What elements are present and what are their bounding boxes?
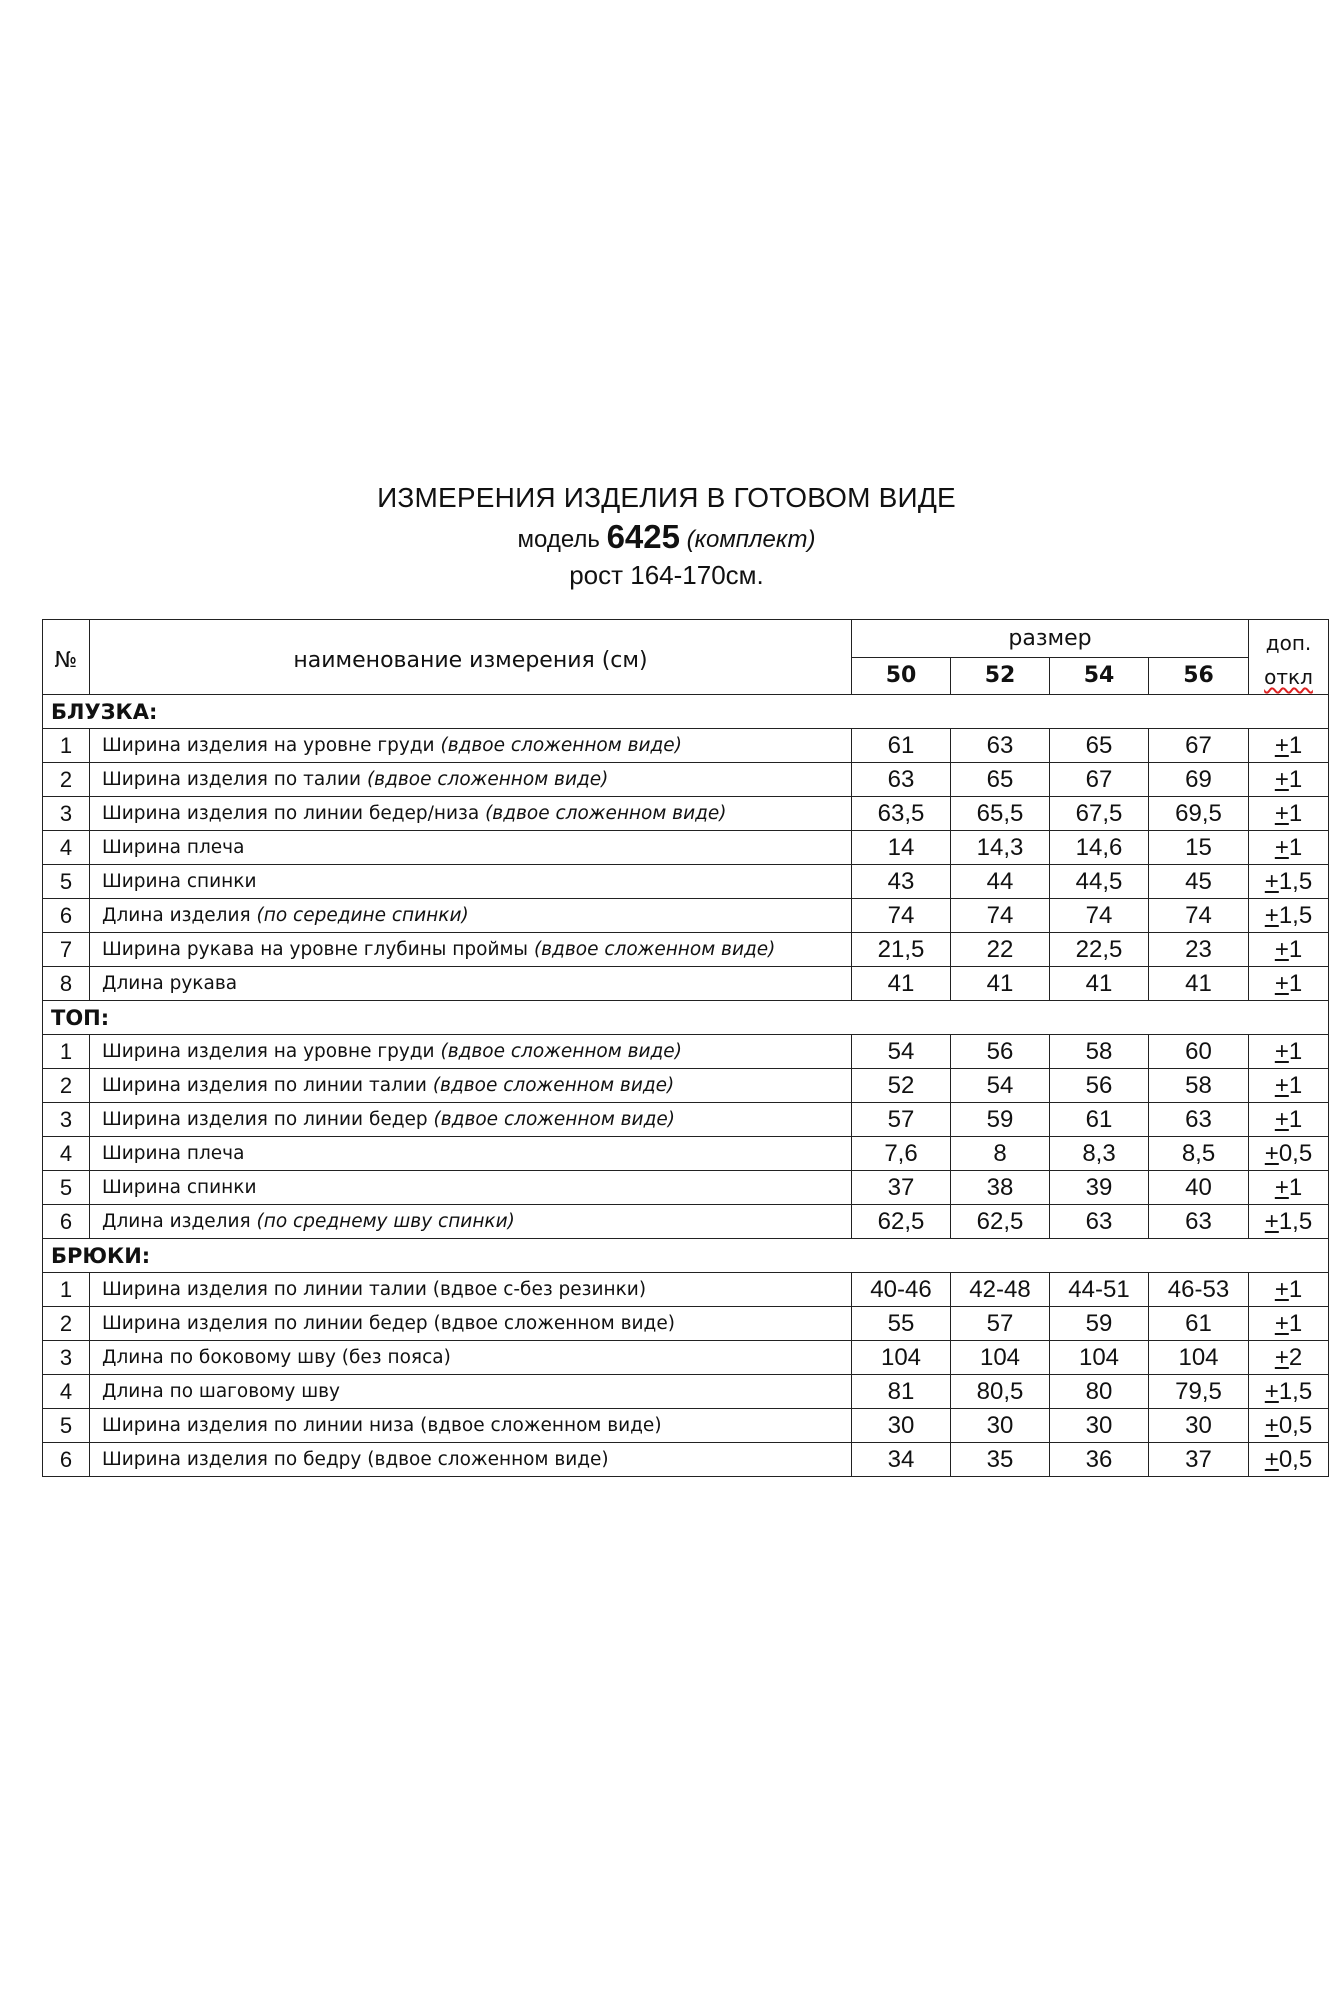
tolerance-number: 1,5 [1278, 1377, 1313, 1405]
col-header-tolerance [1249, 620, 1329, 695]
row-number: 1 [43, 729, 90, 763]
size-value: 41 [1050, 967, 1149, 1001]
tolerance-number: 2 [1288, 1343, 1303, 1371]
size-value: 7,6 [852, 1137, 951, 1171]
measurement-label: Ширина изделия по линии бедер/низа [102, 803, 480, 824]
model-label: модель [517, 526, 600, 553]
size-value: 79,5 [1149, 1375, 1249, 1409]
measurement-name [90, 797, 852, 831]
measurement-label: Ширина изделия по линии бедер [102, 1109, 428, 1130]
row-number: 2 [43, 1069, 90, 1103]
table-row [43, 1341, 1329, 1375]
size-value: 42-48 [951, 1273, 1050, 1307]
measurement-name [90, 1443, 852, 1477]
size-header: 50 [852, 657, 951, 695]
tolerance-number: 1 [1288, 1037, 1303, 1065]
tolerance-number: 0,5 [1278, 1411, 1313, 1439]
measurement-label: Длина рукава [102, 973, 238, 994]
tolerance-number: 1 [1288, 731, 1303, 759]
plus-minus-sign: + [1274, 1309, 1289, 1337]
tolerance-number: 1 [1288, 1173, 1303, 1201]
size-value: 54 [951, 1069, 1050, 1103]
size-value: 63 [1149, 1103, 1249, 1137]
size-value: 69,5 [1149, 797, 1249, 831]
plus-minus-sign: + [1264, 1411, 1279, 1439]
tolerance-value [1249, 899, 1329, 933]
measurement-note: (вдвое сложенном виде) [485, 803, 727, 824]
table-row [43, 1443, 1329, 1477]
size-value: 57 [852, 1103, 951, 1137]
tolerance-number: 1 [1288, 799, 1303, 827]
measurement-note: (вдвое сложенном виде) [533, 939, 776, 960]
measurement-label: Ширина изделия по талии [102, 769, 362, 790]
tolerance-number: 1 [1288, 935, 1303, 963]
table-row [43, 831, 1329, 865]
size-value: 46-53 [1149, 1273, 1249, 1307]
measurement-name [90, 1341, 852, 1375]
row-number: 6 [43, 1443, 90, 1477]
measurement-label: Длина изделия [102, 1211, 251, 1232]
measurement-label: Ширина плеча [102, 837, 245, 858]
measurements-table [42, 619, 1329, 1477]
measurement-name [90, 865, 852, 899]
measurement-name [90, 1035, 852, 1069]
size-value: 37 [1149, 1443, 1249, 1477]
table-row [43, 1375, 1329, 1409]
plus-minus-sign: + [1274, 935, 1289, 963]
col-header-name: наименование измерения (см) [90, 620, 852, 695]
tolerance-value [1249, 1307, 1329, 1341]
row-number: 6 [43, 899, 90, 933]
row-number: 4 [43, 1137, 90, 1171]
measurement-label: Ширина спинки [102, 871, 257, 892]
size-value: 40 [1149, 1171, 1249, 1205]
tolerance-value [1249, 831, 1329, 865]
size-value: 45 [1149, 865, 1249, 899]
col-header-number: № [43, 620, 90, 695]
measurement-note: (по среднему шву спинки) [256, 1211, 515, 1232]
measurement-name [90, 1307, 852, 1341]
size-value: 61 [852, 729, 951, 763]
tolerance-value [1249, 797, 1329, 831]
tolerance-number: 1 [1288, 969, 1303, 997]
plus-minus-sign: + [1274, 799, 1289, 827]
tolerance-value [1249, 967, 1329, 1001]
tolerance-label-2: откл [1264, 665, 1313, 689]
measurement-name [90, 933, 852, 967]
size-value: 61 [1050, 1103, 1149, 1137]
size-value: 65 [951, 763, 1050, 797]
size-value: 104 [1149, 1341, 1249, 1375]
size-value: 41 [852, 967, 951, 1001]
size-value: 8,5 [1149, 1137, 1249, 1171]
size-value: 36 [1050, 1443, 1149, 1477]
table-row [43, 1103, 1329, 1137]
plus-minus-sign: + [1264, 1377, 1279, 1405]
size-value: 30 [951, 1409, 1050, 1443]
measurement-label: Ширина плеча [102, 1143, 245, 1164]
size-header: 56 [1149, 657, 1249, 695]
size-value: 59 [951, 1103, 1050, 1137]
size-value: 40-46 [852, 1273, 951, 1307]
size-value: 61 [1149, 1307, 1249, 1341]
size-value: 54 [852, 1035, 951, 1069]
height-line: рост 164-170см. [569, 560, 764, 590]
row-number: 7 [43, 933, 90, 967]
size-value: 59 [1050, 1307, 1149, 1341]
size-value: 60 [1149, 1035, 1249, 1069]
section-title: БРЮКИ: [43, 1239, 1329, 1273]
row-number: 8 [43, 967, 90, 1001]
tolerance-value [1249, 729, 1329, 763]
measurement-name [90, 1375, 852, 1409]
measurement-name [90, 1069, 852, 1103]
size-value: 43 [852, 865, 951, 899]
size-value: 23 [1149, 933, 1249, 967]
size-value: 44 [951, 865, 1050, 899]
tolerance-value [1249, 1409, 1329, 1443]
size-value: 35 [951, 1443, 1050, 1477]
size-value: 44-51 [1050, 1273, 1149, 1307]
size-value: 37 [852, 1171, 951, 1205]
plus-minus-sign: + [1274, 1037, 1289, 1065]
size-value: 14,6 [1050, 831, 1149, 865]
row-number: 3 [43, 1341, 90, 1375]
section-row [43, 1239, 1329, 1273]
size-value: 74 [951, 899, 1050, 933]
plus-minus-sign: + [1274, 1105, 1289, 1133]
size-value: 8 [951, 1137, 1050, 1171]
size-value: 58 [1149, 1069, 1249, 1103]
size-value: 8,3 [1050, 1137, 1149, 1171]
measurement-label: Ширина спинки [102, 1177, 257, 1198]
measurement-name [90, 1205, 852, 1239]
size-value: 63 [1149, 1205, 1249, 1239]
row-number: 2 [43, 763, 90, 797]
size-value: 80,5 [951, 1375, 1050, 1409]
plus-minus-sign: + [1274, 1071, 1289, 1099]
measurement-label: Ширина рукава на уровне глубины проймы [102, 939, 529, 960]
row-number: 3 [43, 797, 90, 831]
tolerance-value [1249, 1205, 1329, 1239]
measurement-label: Ширина изделия по бедру (вдвое сложенном виде) [102, 1449, 609, 1470]
table-row [43, 1171, 1329, 1205]
measurement-name [90, 1409, 852, 1443]
size-value: 21,5 [852, 933, 951, 967]
size-value: 104 [951, 1341, 1050, 1375]
size-value: 14 [852, 831, 951, 865]
page-title: ИЗМЕРЕНИЯ ИЗДЕЛИЯ В ГОТОВОМ ВИДЕ [377, 482, 956, 513]
size-value: 44,5 [1050, 865, 1149, 899]
measurement-name [90, 1273, 852, 1307]
measurement-label: Ширина изделия по линии талии [102, 1075, 427, 1096]
section-title: БЛУЗКА: [43, 695, 1329, 729]
plus-minus-sign: + [1264, 1139, 1279, 1167]
size-value: 104 [1050, 1341, 1149, 1375]
table-row [43, 1273, 1329, 1307]
tolerance-value [1249, 865, 1329, 899]
row-number: 4 [43, 831, 90, 865]
size-value: 14,3 [951, 831, 1050, 865]
size-value: 65,5 [951, 797, 1050, 831]
table-row [43, 1069, 1329, 1103]
table-row [43, 865, 1329, 899]
measurement-label: Ширина изделия на уровне груди [102, 1041, 435, 1062]
size-value: 55 [852, 1307, 951, 1341]
size-value: 67 [1050, 763, 1149, 797]
measurement-label: Длина по шаговому шву [102, 1381, 340, 1402]
tolerance-label-1: доп. [1265, 631, 1312, 655]
size-value: 104 [852, 1341, 951, 1375]
plus-minus-sign: + [1274, 1173, 1289, 1201]
size-value: 58 [1050, 1035, 1149, 1069]
table-row [43, 797, 1329, 831]
size-value: 22 [951, 933, 1050, 967]
tolerance-value [1249, 1035, 1329, 1069]
measurement-note: (вдвое сложенном виде) [366, 769, 609, 790]
plus-minus-sign: + [1274, 731, 1289, 759]
size-value: 74 [852, 899, 951, 933]
measurement-note: (вдвое сложенном виде) [440, 735, 682, 756]
measurement-note: (вдвое сложенном виде) [433, 1109, 675, 1130]
size-value: 57 [951, 1307, 1050, 1341]
table-row [43, 763, 1329, 797]
tolerance-number: 1 [1288, 1275, 1303, 1303]
table-row [43, 1035, 1329, 1069]
table-row [43, 899, 1329, 933]
size-value: 56 [951, 1035, 1050, 1069]
tolerance-value [1249, 1443, 1329, 1477]
measurement-label: Ширина изделия по линии бедер (вдвое сложенном виде) [102, 1313, 675, 1334]
tolerance-value [1249, 1375, 1329, 1409]
size-value: 62,5 [951, 1205, 1050, 1239]
table-row [43, 933, 1329, 967]
tolerance-value [1249, 1171, 1329, 1205]
size-value: 30 [852, 1409, 951, 1443]
row-number: 4 [43, 1375, 90, 1409]
row-number: 1 [43, 1273, 90, 1307]
measurement-label: Ширина изделия по линии низа (вдвое сложенном виде) [102, 1415, 662, 1436]
section-row [43, 1001, 1329, 1035]
table-row [43, 1205, 1329, 1239]
tolerance-number: 1 [1288, 1105, 1303, 1133]
row-number: 3 [43, 1103, 90, 1137]
measurement-label: Ширина изделия по линии талии (вдвое с-без резинки) [102, 1279, 647, 1300]
size-value: 80 [1050, 1375, 1149, 1409]
tolerance-number: 1,5 [1278, 901, 1313, 929]
size-value: 39 [1050, 1171, 1149, 1205]
plus-minus-sign: + [1264, 867, 1279, 895]
row-number: 5 [43, 1171, 90, 1205]
size-value: 65 [1050, 729, 1149, 763]
row-number: 6 [43, 1205, 90, 1239]
section-title: ТОП: [43, 1001, 1329, 1035]
measurement-label: Ширина изделия на уровне груди [102, 735, 435, 756]
size-value: 41 [951, 967, 1050, 1001]
size-value: 69 [1149, 763, 1249, 797]
row-number: 1 [43, 1035, 90, 1069]
size-value: 63 [951, 729, 1050, 763]
plus-minus-sign: + [1264, 1207, 1279, 1235]
size-value: 30 [1050, 1409, 1149, 1443]
tolerance-value [1249, 1103, 1329, 1137]
measurement-note: (по середине спинки) [256, 905, 469, 926]
size-value: 22,5 [1050, 933, 1149, 967]
row-number: 5 [43, 1409, 90, 1443]
size-value: 63,5 [852, 797, 951, 831]
size-value: 41 [1149, 967, 1249, 1001]
measurement-name [90, 729, 852, 763]
size-value: 30 [1149, 1409, 1249, 1443]
section-row [43, 695, 1329, 729]
row-number: 2 [43, 1307, 90, 1341]
table-row [43, 967, 1329, 1001]
plus-minus-sign: + [1274, 765, 1289, 793]
row-number: 5 [43, 865, 90, 899]
tolerance-number: 1,5 [1278, 1207, 1313, 1235]
size-value: 15 [1149, 831, 1249, 865]
size-value: 67,5 [1050, 797, 1149, 831]
size-header: 52 [951, 657, 1050, 695]
size-value: 81 [852, 1375, 951, 1409]
size-value: 62,5 [852, 1205, 951, 1239]
tolerance-number: 0,5 [1278, 1139, 1313, 1167]
tolerance-value [1249, 933, 1329, 967]
col-header-size: размер [852, 620, 1249, 658]
size-value: 52 [852, 1069, 951, 1103]
tolerance-value [1249, 763, 1329, 797]
table-row [43, 1409, 1329, 1443]
model-note: (комплект) [686, 526, 816, 553]
plus-minus-sign: + [1274, 1275, 1289, 1303]
size-value: 74 [1149, 899, 1249, 933]
tolerance-value [1249, 1341, 1329, 1375]
plus-minus-sign: + [1274, 969, 1289, 997]
tolerance-value [1249, 1137, 1329, 1171]
size-value: 67 [1149, 729, 1249, 763]
measurement-note: (вдвое сложенном виде) [432, 1075, 675, 1096]
measurement-name [90, 763, 852, 797]
size-value: 34 [852, 1443, 951, 1477]
size-value: 38 [951, 1171, 1050, 1205]
tolerance-number: 0,5 [1278, 1445, 1313, 1473]
measurement-note: (вдвое сложенном виде) [440, 1041, 682, 1062]
tolerance-number: 1,5 [1278, 867, 1313, 895]
size-value: 74 [1050, 899, 1149, 933]
tolerance-value [1249, 1273, 1329, 1307]
size-header: 54 [1050, 657, 1149, 695]
tolerance-number: 1 [1288, 765, 1303, 793]
plus-minus-sign: + [1274, 833, 1289, 861]
model-number: 6425 [606, 518, 680, 555]
measurement-name [90, 831, 852, 865]
plus-minus-sign: + [1274, 1343, 1289, 1371]
table-row [43, 1137, 1329, 1171]
table-row [43, 729, 1329, 763]
size-value: 56 [1050, 1069, 1149, 1103]
measurement-label: Длина изделия [102, 905, 251, 926]
tolerance-value [1249, 1069, 1329, 1103]
tolerance-number: 1 [1288, 1071, 1303, 1099]
tolerance-number: 1 [1288, 1309, 1303, 1337]
model-line [0, 518, 1333, 556]
measurement-name [90, 1137, 852, 1171]
measurement-label: Длина по боковому шву (без пояса) [102, 1347, 451, 1368]
tolerance-number: 1 [1288, 833, 1303, 861]
measurement-name [90, 1171, 852, 1205]
plus-minus-sign: + [1264, 901, 1279, 929]
size-value: 63 [852, 763, 951, 797]
size-value: 63 [1050, 1205, 1149, 1239]
plus-minus-sign: + [1264, 1445, 1279, 1473]
measurement-name [90, 967, 852, 1001]
table-row [43, 1307, 1329, 1341]
measurement-name [90, 899, 852, 933]
measurement-name [90, 1103, 852, 1137]
